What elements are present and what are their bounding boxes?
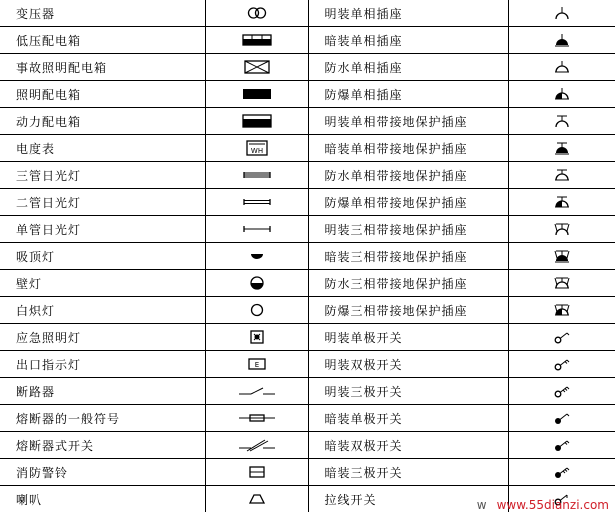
symbol-name-left: 出口指示灯 xyxy=(0,351,205,378)
symbol-name-right: 防水三相带接地保护插座 xyxy=(308,270,508,297)
waterproof-grounded-socket-icon xyxy=(508,162,615,189)
table-row xyxy=(0,189,615,216)
concealed-grounded-socket-icon xyxy=(508,135,615,162)
symbol-name-right: 明装三相带接地保护插座 xyxy=(308,216,508,243)
explosionproof-single-socket-icon xyxy=(508,81,615,108)
concealed-double-pole-switch-icon xyxy=(508,432,615,459)
emergency-light-icon xyxy=(205,324,308,351)
surface-triple-pole-switch-icon xyxy=(508,378,615,405)
waterproof-single-socket-icon xyxy=(508,54,615,81)
circuit-breaker-icon xyxy=(205,378,308,405)
watermark-prefix: w xyxy=(476,498,487,512)
emergency-box-icon xyxy=(205,54,308,81)
symbol-name-left: 白炽灯 xyxy=(0,297,205,324)
symbol-name-right: 明装单极开关 xyxy=(308,324,508,351)
table-row xyxy=(0,216,615,243)
single-tube-lamp-icon xyxy=(205,216,308,243)
svg-text:WH: WH xyxy=(250,147,263,155)
symbol-name-left: 电度表 xyxy=(0,135,205,162)
transformer-icon xyxy=(205,0,308,27)
symbol-name-left: 照明配电箱 xyxy=(0,81,205,108)
table-row xyxy=(0,81,615,108)
symbol-name-left: 熔断器式开关 xyxy=(0,432,205,459)
symbol-name-right: 防爆三相带接地保护插座 xyxy=(308,297,508,324)
exit-sign-icon xyxy=(205,351,308,378)
table-row xyxy=(0,27,615,54)
power-box-icon xyxy=(205,108,308,135)
surface-single-pole-switch-icon xyxy=(508,324,615,351)
symbol-name-right: 防水单相插座 xyxy=(308,54,508,81)
fire-bell-icon xyxy=(205,459,308,486)
table-row xyxy=(0,270,615,297)
surface-double-pole-switch-icon xyxy=(508,351,615,378)
symbol-name-left: 应急照明灯 xyxy=(0,324,205,351)
symbol-name-left: 断路器 xyxy=(0,378,205,405)
symbol-name-right: 暗装双极开关 xyxy=(308,432,508,459)
waterproof-3phase-socket-icon xyxy=(508,270,615,297)
symbol-name-right: 防水单相带接地保护插座 xyxy=(308,162,508,189)
speaker-icon xyxy=(205,486,308,513)
symbol-name-left: 事故照明配电箱 xyxy=(0,54,205,81)
surface-3phase-socket-icon xyxy=(508,216,615,243)
concealed-triple-pole-switch-icon xyxy=(508,459,615,486)
surface-grounded-socket-icon xyxy=(508,108,615,135)
concealed-single-socket-icon xyxy=(508,27,615,54)
symbol-name-right: 暗装三极开关 xyxy=(308,459,508,486)
symbol-name-left: 低压配电箱 xyxy=(0,27,205,54)
svg-text:E: E xyxy=(254,361,259,369)
table-row xyxy=(0,351,615,378)
triple-tube-lamp-icon xyxy=(205,162,308,189)
symbol-name-left: 变压器 xyxy=(0,0,205,27)
fuse-switch-icon xyxy=(205,432,308,459)
surface-single-socket-icon xyxy=(508,0,615,27)
explosionproof-grounded-socket-icon xyxy=(508,189,615,216)
double-tube-lamp-icon xyxy=(205,189,308,216)
symbol-name-left: 动力配电箱 xyxy=(0,108,205,135)
table-row xyxy=(0,378,615,405)
table-row xyxy=(0,432,615,459)
symbol-name-right: 暗装三相带接地保护插座 xyxy=(308,243,508,270)
table-row xyxy=(0,135,615,162)
symbol-name-right: 防爆单相插座 xyxy=(308,81,508,108)
ceiling-lamp-icon xyxy=(205,243,308,270)
table-row xyxy=(0,297,615,324)
fuse-icon xyxy=(205,405,308,432)
low-voltage-box-icon xyxy=(205,27,308,54)
symbol-name-right: 明装双极开关 xyxy=(308,351,508,378)
lighting-box-icon xyxy=(205,81,308,108)
concealed-3phase-socket-icon xyxy=(508,243,615,270)
symbol-name-right: 暗装单相带接地保护插座 xyxy=(308,135,508,162)
table-row xyxy=(0,459,615,486)
watermark-site: www.55dianzi.com xyxy=(496,498,609,512)
table-row xyxy=(0,405,615,432)
wall-lamp-icon xyxy=(205,270,308,297)
symbol-name-left: 吸顶灯 xyxy=(0,243,205,270)
incandescent-lamp-icon xyxy=(205,297,308,324)
symbol-name-left: 二管日光灯 xyxy=(0,189,205,216)
table-row xyxy=(0,324,615,351)
symbol-name-right: 明装三极开关 xyxy=(308,378,508,405)
symbol-name-left: 熔断器的一般符号 xyxy=(0,405,205,432)
explosionproof-3phase-socket-icon xyxy=(508,297,615,324)
symbol-name-right: 拉线开关 xyxy=(308,486,508,513)
table-row xyxy=(0,0,615,27)
symbol-name-right: 暗装单相插座 xyxy=(308,27,508,54)
symbol-name-right: 明装单相带接地保护插座 xyxy=(308,108,508,135)
symbol-name-left: 喇叭 xyxy=(0,486,205,513)
symbol-name-left: 单管日光灯 xyxy=(0,216,205,243)
table-row xyxy=(0,108,615,135)
symbol-name-left: 壁灯 xyxy=(0,270,205,297)
symbol-name-left: 三管日光灯 xyxy=(0,162,205,189)
symbol-name-right: 防爆单相带接地保护插座 xyxy=(308,189,508,216)
symbol-name-right: 暗装单极开关 xyxy=(308,405,508,432)
table-row xyxy=(0,243,615,270)
table-row xyxy=(0,162,615,189)
table-row xyxy=(0,54,615,81)
symbol-name-right: 明装单相插座 xyxy=(308,0,508,27)
concealed-single-pole-switch-icon xyxy=(508,405,615,432)
watt-hour-meter-icon xyxy=(205,135,308,162)
symbol-name-left: 消防警铃 xyxy=(0,459,205,486)
watermark xyxy=(477,498,609,512)
